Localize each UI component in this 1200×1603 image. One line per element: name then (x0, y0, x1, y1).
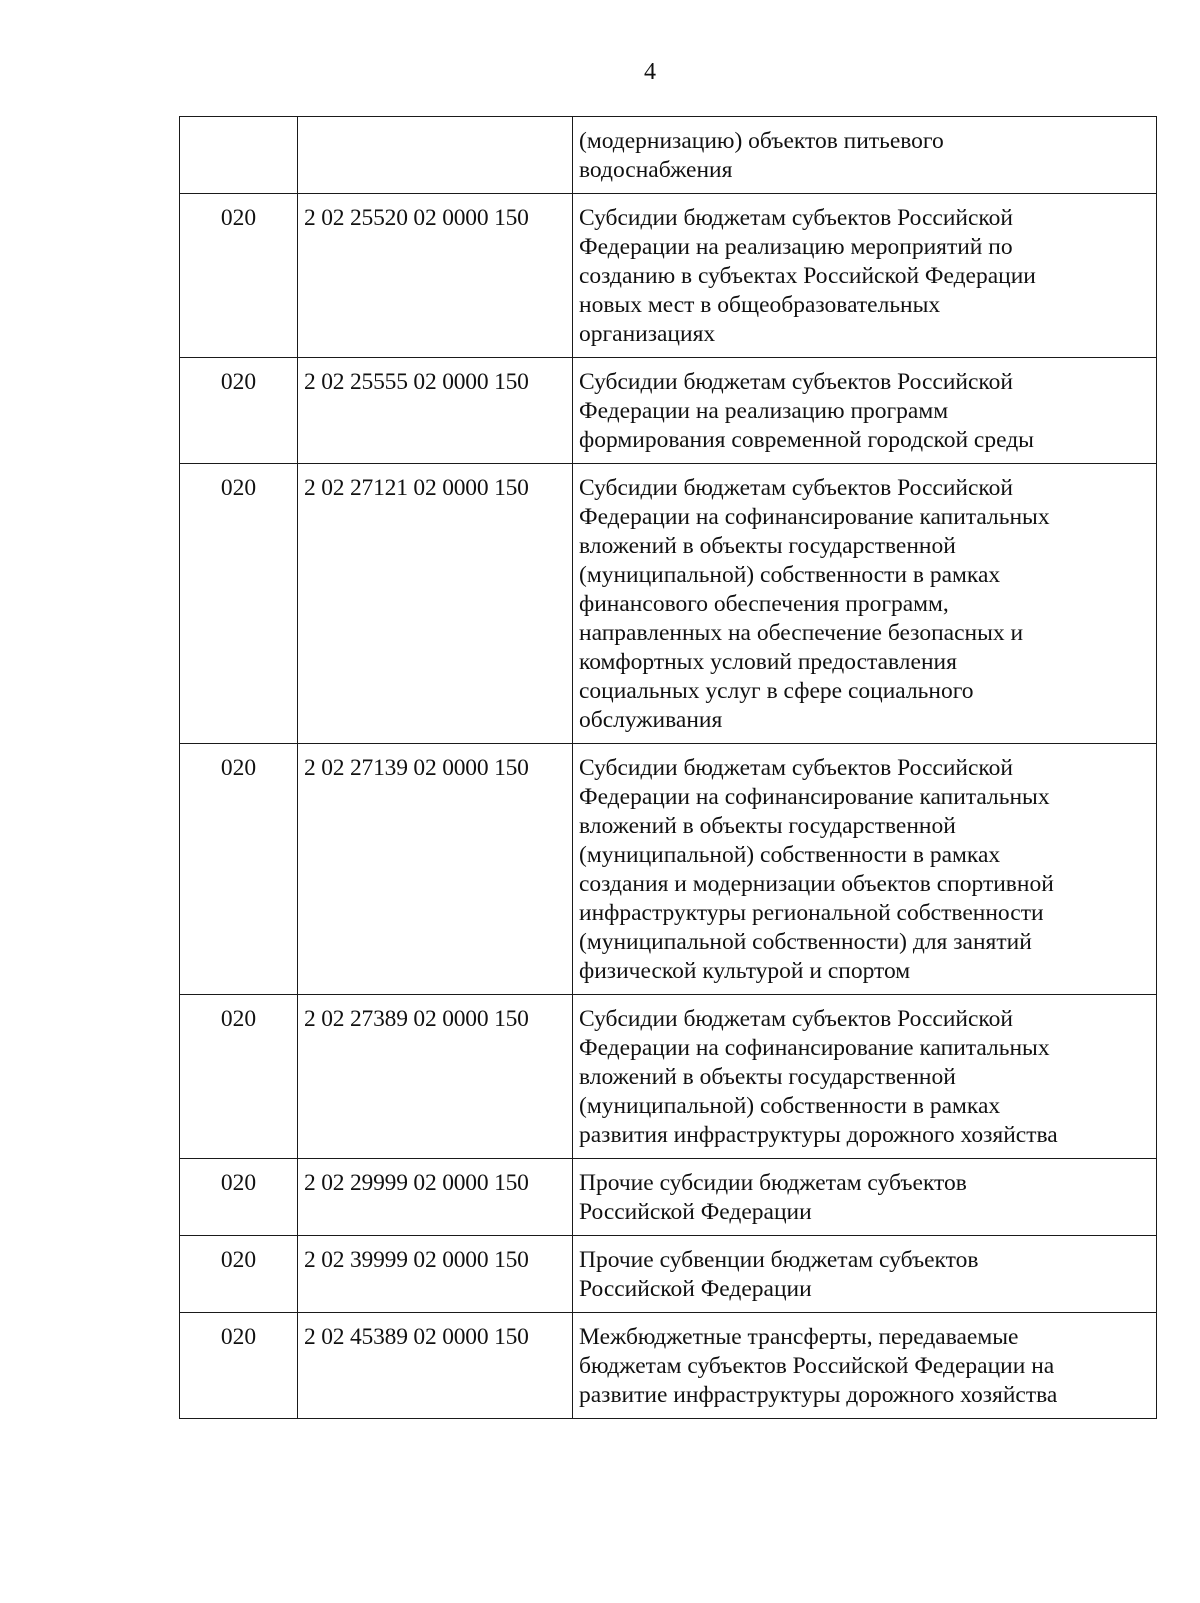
table-row (180, 995, 1157, 1159)
description-line: комфортных условий предоставления (579, 649, 957, 675)
table-row (180, 1236, 1157, 1313)
description-line: Межбюджетные трансферты, передаваемые (579, 1324, 1019, 1350)
description-line: (муниципальной) собственности в рамках (579, 1093, 1001, 1119)
description-line: (модернизацию) объектов питьевого (579, 128, 944, 154)
admin-code-cell: 020 (180, 358, 298, 464)
description-line: развития инфраструктуры дорожного хозяйства (579, 1122, 1058, 1148)
revenue-description-cell (573, 358, 1157, 464)
description-line: организациях (579, 321, 716, 347)
page-number: 4 (644, 59, 656, 85)
admin-code-cell (180, 117, 298, 194)
table-row (180, 117, 1157, 194)
description-line: Федерации на софинансирование капитальных (579, 504, 1050, 530)
description-line: направленных на обеспечение безопасных и (579, 620, 1024, 646)
table-row (180, 194, 1157, 358)
revenue-description-cell (573, 117, 1157, 194)
description-line: Прочие субвенции бюджетам субъектов (579, 1247, 979, 1273)
budget-classification-code-cell: 2 02 39999 02 0000 150 (298, 1236, 573, 1313)
revenue-description-cell (573, 1159, 1157, 1236)
revenue-codes-table (179, 116, 1157, 1419)
description-line: Субсидии бюджетам субъектов Российской (579, 205, 1013, 231)
admin-code-cell: 020 (180, 464, 298, 744)
revenue-description-cell (573, 995, 1157, 1159)
description-line: Субсидии бюджетам субъектов Российской (579, 1006, 1013, 1032)
description-line: Субсидии бюджетам субъектов Российской (579, 475, 1013, 501)
description-line: развитие инфраструктуры дорожного хозяйства (579, 1382, 1058, 1408)
budget-classification-code-cell: 2 02 25520 02 0000 150 (298, 194, 573, 358)
budget-classification-code-cell: 2 02 27389 02 0000 150 (298, 995, 573, 1159)
description-line: новых мест в общеобразовательных (579, 292, 941, 318)
budget-classification-code-cell: 2 02 29999 02 0000 150 (298, 1159, 573, 1236)
admin-code-cell: 020 (180, 1159, 298, 1236)
description-line: (муниципальной) собственности в рамках (579, 562, 1001, 588)
table-row (180, 1313, 1157, 1419)
table-row (180, 358, 1157, 464)
description-line: вложений в объекты государственной (579, 1064, 956, 1090)
table-row (180, 464, 1157, 744)
description-line: созданию в субъектах Российской Федерации (579, 263, 1036, 289)
description-line: водоснабжения (579, 157, 733, 183)
description-line: Прочие субсидии бюджетам субъектов (579, 1170, 967, 1196)
description-line: формирования современной городской среды (579, 427, 1034, 453)
admin-code-cell: 020 (180, 995, 298, 1159)
admin-code-cell: 020 (180, 194, 298, 358)
description-line: Федерации на софинансирование капитальных (579, 1035, 1050, 1061)
revenue-description-cell (573, 194, 1157, 358)
revenue-description-cell (573, 464, 1157, 744)
description-line: вложений в объекты государственной (579, 813, 956, 839)
table-row (180, 1159, 1157, 1236)
description-line: физической культурой и спортом (579, 958, 911, 984)
budget-classification-code-cell: 2 02 45389 02 0000 150 (298, 1313, 573, 1419)
description-line: Федерации на софинансирование капитальных (579, 784, 1050, 810)
description-line: (муниципальной собственности) для занятий (579, 929, 1032, 955)
budget-classification-code-cell: 2 02 25555 02 0000 150 (298, 358, 573, 464)
description-line: Российской Федерации (579, 1276, 812, 1302)
description-line: социальных услуг в сфере социального (579, 678, 974, 704)
budget-classification-code-cell (298, 117, 573, 194)
description-line: Субсидии бюджетам субъектов Российской (579, 755, 1013, 781)
description-line: (муниципальной) собственности в рамках (579, 842, 1001, 868)
revenue-description-cell (573, 1313, 1157, 1419)
table-body (180, 117, 1157, 1419)
description-line: создания и модернизации объектов спортивной (579, 871, 1054, 897)
revenue-description-cell (573, 744, 1157, 995)
description-line: бюджетам субъектов Российской Федерации на (579, 1353, 1055, 1379)
admin-code-cell: 020 (180, 1236, 298, 1313)
description-line: Федерации на реализацию мероприятий по (579, 234, 1013, 260)
description-line: инфраструктуры региональной собственности (579, 900, 1044, 926)
admin-code-cell: 020 (180, 1313, 298, 1419)
description-line: Российской Федерации (579, 1199, 812, 1225)
description-line: финансового обеспечения программ, (579, 591, 949, 617)
table-row (180, 744, 1157, 995)
budget-classification-code-cell: 2 02 27121 02 0000 150 (298, 464, 573, 744)
budget-classification-code-cell: 2 02 27139 02 0000 150 (298, 744, 573, 995)
description-line: Субсидии бюджетам субъектов Российской (579, 369, 1013, 395)
description-line: обслуживания (579, 707, 723, 733)
description-line: Федерации на реализацию программ (579, 398, 949, 424)
revenue-description-cell (573, 1236, 1157, 1313)
description-line: вложений в объекты государственной (579, 533, 956, 559)
admin-code-cell: 020 (180, 744, 298, 995)
